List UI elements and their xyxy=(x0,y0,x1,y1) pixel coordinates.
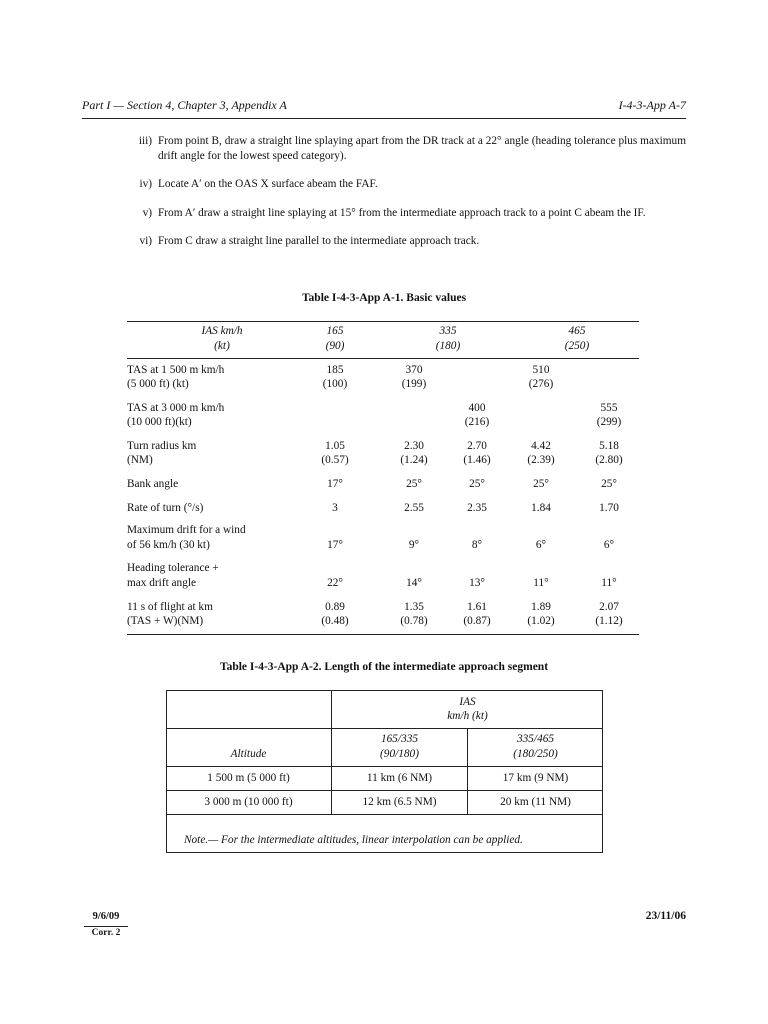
cell-value: 2.35 xyxy=(467,502,487,514)
cell-value: 555 xyxy=(600,402,618,414)
row-heading-tolerance-unit: max drift angle xyxy=(127,577,197,589)
head-altitude: Altitude xyxy=(230,748,267,760)
table2-rule xyxy=(166,790,603,791)
row-rate-of-turn-label: Rate of turn (°/s) xyxy=(127,502,204,514)
row-flight-distance-unit: (TAS + W)(NM) xyxy=(127,615,204,627)
cell-value: 17° xyxy=(327,478,343,490)
step-text: From point B, draw a straight line splaying apart from the DR track at a 22° angle (heading tolerance plus maximum drift angle for the lowest speed category). xyxy=(158,135,686,162)
step-iv xyxy=(82,177,686,192)
header-rule xyxy=(82,118,686,119)
cell-value: 25° xyxy=(601,478,617,490)
footer-date-right: 23/11/06 xyxy=(645,910,686,922)
cell-value: 400 xyxy=(468,402,486,414)
row-heading-tolerance-label: Heading tolerance + xyxy=(127,562,219,574)
step-text: From C draw a straight line parallel to the intermediate approach track. xyxy=(158,235,480,247)
row-max-drift-label: Maximum drift for a wind xyxy=(127,524,246,536)
cell-value: 13° xyxy=(469,577,485,589)
head-col-90: (90) xyxy=(325,340,345,352)
head-col-180-250: (180/250) xyxy=(513,748,558,760)
head-col-335-465: 335/465 xyxy=(516,733,555,745)
table2-caption: Table I-4-3-App A-2. Length of the intermediate approach segment xyxy=(219,661,549,673)
table1-top-rule xyxy=(127,321,639,322)
cell-value: 6° xyxy=(535,539,547,551)
step-number: iii) xyxy=(138,135,152,147)
table2-rule xyxy=(166,814,603,815)
procedure-steps xyxy=(82,134,686,263)
row-turn-radius-unit: (NM) xyxy=(127,454,153,466)
cell-value: 2.07 xyxy=(599,601,619,613)
cell-value: (2.39) xyxy=(527,454,555,466)
head-ias: IAS xyxy=(459,696,476,708)
row-tas-3000-label: TAS at 3 000 m km/h xyxy=(127,402,225,414)
cell-value: 1.05 xyxy=(325,440,345,452)
cell-value: (0.87) xyxy=(463,615,491,627)
row-bank-angle-label: Bank angle xyxy=(127,478,179,490)
cell-value: 370 xyxy=(405,364,423,376)
row-3000-v1: 12 km (6.5 NM) xyxy=(362,796,437,808)
cell-value: 1.35 xyxy=(404,601,424,613)
table2-note: Note.— For the intermediate altitudes, linear interpolation can be applied. xyxy=(184,834,523,846)
row-1500-v2: 17 km (9 NM) xyxy=(502,772,569,784)
step-iii xyxy=(82,134,686,163)
cell-value: 22° xyxy=(327,577,343,589)
cell-value: 4.42 xyxy=(531,440,551,452)
cell-value: (1.12) xyxy=(595,615,623,627)
running-header-right: I-4-3-App A-7 xyxy=(618,98,686,112)
cell-value: 11° xyxy=(533,577,549,589)
cell-value: 5.18 xyxy=(599,440,619,452)
cell-value: 1.89 xyxy=(531,601,551,613)
cell-value: 185 xyxy=(326,364,344,376)
row-tas-3000-unit: (10 000 ft)(kt) xyxy=(127,416,192,428)
cell-value: (1.02) xyxy=(527,615,555,627)
step-number: iv) xyxy=(139,178,152,190)
head-col-180: (180) xyxy=(435,340,461,352)
cell-value: 0.89 xyxy=(325,601,345,613)
cell-value: (276) xyxy=(528,378,554,390)
cell-value: (216) xyxy=(464,416,490,428)
row-1500-altitude: 1 500 m (5 000 ft) xyxy=(207,772,290,784)
head-col-165-335: 165/335 xyxy=(380,733,419,745)
row-flight-distance-label: 11 s of flight at km xyxy=(127,601,213,613)
cell-value: 25° xyxy=(533,478,549,490)
step-text: Locate A′ on the OAS X surface abeam the FAF. xyxy=(158,178,378,190)
cell-value: (299) xyxy=(596,416,622,428)
table2-rule xyxy=(166,766,603,767)
row-tas-1500-label: TAS at 1 500 m km/h xyxy=(127,364,225,376)
cell-value: 1.70 xyxy=(599,502,619,514)
head-ias-label: IAS km/h xyxy=(201,325,243,337)
head-col-335: 335 xyxy=(439,325,457,337)
cell-value: 25° xyxy=(469,478,485,490)
head-col-90-180: (90/180) xyxy=(380,748,419,760)
head-col-165: 165 xyxy=(326,325,344,337)
cell-value: 6° xyxy=(603,539,615,551)
row-tas-1500-unit: (5 000 ft) (kt) xyxy=(127,378,189,390)
head-col-465: 465 xyxy=(568,325,586,337)
step-number: vi) xyxy=(139,235,152,247)
cell-value: 510 xyxy=(532,364,550,376)
head-ias-unit: (kt) xyxy=(214,340,230,352)
table1-bottom-rule xyxy=(127,634,639,635)
cell-value: (0.57) xyxy=(321,454,349,466)
cell-value: 1.84 xyxy=(531,502,551,514)
step-v xyxy=(82,206,686,221)
row-3000-v2: 20 km (11 NM) xyxy=(500,796,571,808)
cell-value: 3 xyxy=(332,502,338,514)
cell-value: 8° xyxy=(471,539,483,551)
intermediate-segment-table xyxy=(166,690,603,853)
cell-value: 1.61 xyxy=(467,601,487,613)
step-text: From A′ draw a straight line splaying at 15° from the intermediate approach track to a point C abeam the IF. xyxy=(158,206,646,219)
row-turn-radius-label: Turn radius km xyxy=(127,440,197,452)
table2-rule xyxy=(166,728,603,729)
cell-value: (100) xyxy=(322,378,348,390)
cell-value: (0.48) xyxy=(321,615,349,627)
footer-date-left: 9/6/09 xyxy=(92,911,120,922)
cell-value: 9° xyxy=(408,539,420,551)
cell-value: (0.78) xyxy=(400,615,428,627)
table1-head-rule xyxy=(127,358,639,359)
row-max-drift-unit: of 56 km/h (30 kt) xyxy=(127,539,210,551)
table1-caption: Table I-4-3-App A-1. Basic values xyxy=(301,292,467,304)
cell-value: 2.55 xyxy=(404,502,424,514)
cell-value: 25° xyxy=(406,478,422,490)
cell-value: (1.24) xyxy=(400,454,428,466)
head-ias-unit: km/h (kt) xyxy=(447,710,488,722)
cell-value: 2.30 xyxy=(404,440,424,452)
cell-value: (2.80) xyxy=(595,454,623,466)
step-vi xyxy=(82,234,686,249)
cell-value: 14° xyxy=(406,577,422,589)
head-col-250: (250) xyxy=(564,340,590,352)
cell-value: (1.46) xyxy=(463,454,491,466)
row-1500-v1: 11 km (6 NM) xyxy=(366,772,433,784)
cell-value: (199) xyxy=(401,378,427,390)
footer-corrigendum: Corr. 2 xyxy=(91,928,121,938)
step-number: v) xyxy=(142,206,152,219)
cell-value: 2.70 xyxy=(467,440,487,452)
running-header-left: Part I — Section 4, Chapter 3, Appendix A xyxy=(82,98,287,112)
row-3000-altitude: 3 000 m (10 000 ft) xyxy=(204,796,293,808)
cell-value: 17° xyxy=(327,539,343,551)
cell-value: 11° xyxy=(601,577,617,589)
footer-rule xyxy=(84,926,128,927)
